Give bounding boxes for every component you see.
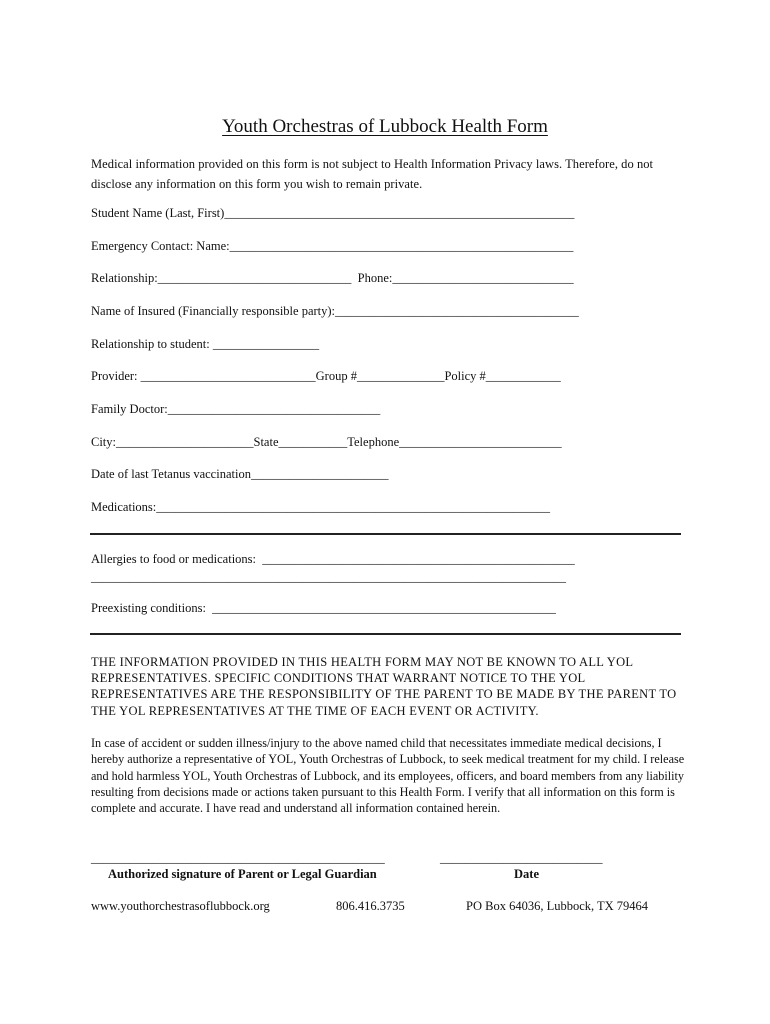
date-line[interactable]: __________________________	[440, 851, 603, 865]
notice-paragraph: THE INFORMATION PROVIDED IN THIS HEALTH FORM MAY NOT BE KNOWN TO ALL YOL REPRESENTATIVES. SPECIFIC CONDITIONS THAT WARRANT NOTICE TO THE YOL REPRESENTATIVES ARE THE RESPONSIBILITY OF THE PARENT TO BE MADE BY THE PARENT TO THE YOL REPRESENTATIVES AT THE TIME OF EACH EVENT OR ACTIVITY.	[91, 655, 677, 718]
privacy-intro: Medical information provided on this form is not subject to Health Information Privacy laws. Therefore, do not disclose any information on this form you wish to remain private.	[91, 157, 654, 191]
consent-paragraph: In case of accident or sudden illness/injury to the above named child that necessitates immediate medical decisions, I hereby authorize a representative of YOL, Youth Orchestras of Lubbock, to seek medical treatment for my child. I release and hold harmless YOL, Youth Orchestras of Lubbock, and its employees, officers, and board members from any liability resulting from decisions made or actions taken pursuant to this Health Form. I verify that all information on this form is complete and accurate. I have read and understand all information contained herein.	[91, 736, 685, 816]
relationship-to-student-field[interactable]: Relationship to student: _________________	[91, 337, 320, 351]
tetanus-date-field[interactable]: Date of last Tetanus vaccination______________________	[91, 467, 389, 481]
name-of-insured-field[interactable]: Name of Insured (Financially responsible party):_______________________________________	[91, 304, 579, 318]
allergies-field[interactable]: Allergies to food or medications: __________________________________________________	[91, 552, 575, 566]
relationship-phone-field[interactable]: Relationship:_______________________________ Phone:_____________________________	[91, 271, 574, 285]
form-title: Youth Orchestras of Lubbock Health Form	[222, 116, 548, 137]
emergency-contact-field[interactable]: Emergency Contact: Name:_______________________________________________________	[91, 239, 574, 253]
preexisting-conditions-field[interactable]: Preexisting conditions: _______________________________________________________	[91, 601, 556, 615]
signature-line[interactable]: _______________________________________________	[91, 851, 385, 865]
signature-label: Authorized signature of Parent or Legal Guardian	[108, 867, 377, 881]
allergies-field-line2[interactable]: ____________________________________________________________________________	[91, 570, 566, 584]
footer-address: PO Box 64036, Lubbock, TX 79464	[466, 899, 649, 913]
date-label: Date	[514, 867, 539, 881]
provider-group-policy-field[interactable]: Provider: ____________________________Group #______________Policy #____________	[91, 369, 561, 383]
footer-website: www.youthorchestrasoflubbock.org	[91, 899, 270, 913]
family-doctor-field[interactable]: Family Doctor:__________________________________	[91, 402, 381, 416]
section-divider	[90, 533, 681, 535]
footer-phone: 806.416.3735	[336, 899, 405, 913]
section-divider	[90, 633, 681, 635]
student-name-field[interactable]: Student Name (Last, First)________________________________________________________	[91, 206, 575, 220]
medications-field[interactable]: Medications:_______________________________________________________________	[91, 500, 551, 514]
city-state-telephone-field[interactable]: City:______________________State___________Telephone__________________________	[91, 435, 562, 449]
